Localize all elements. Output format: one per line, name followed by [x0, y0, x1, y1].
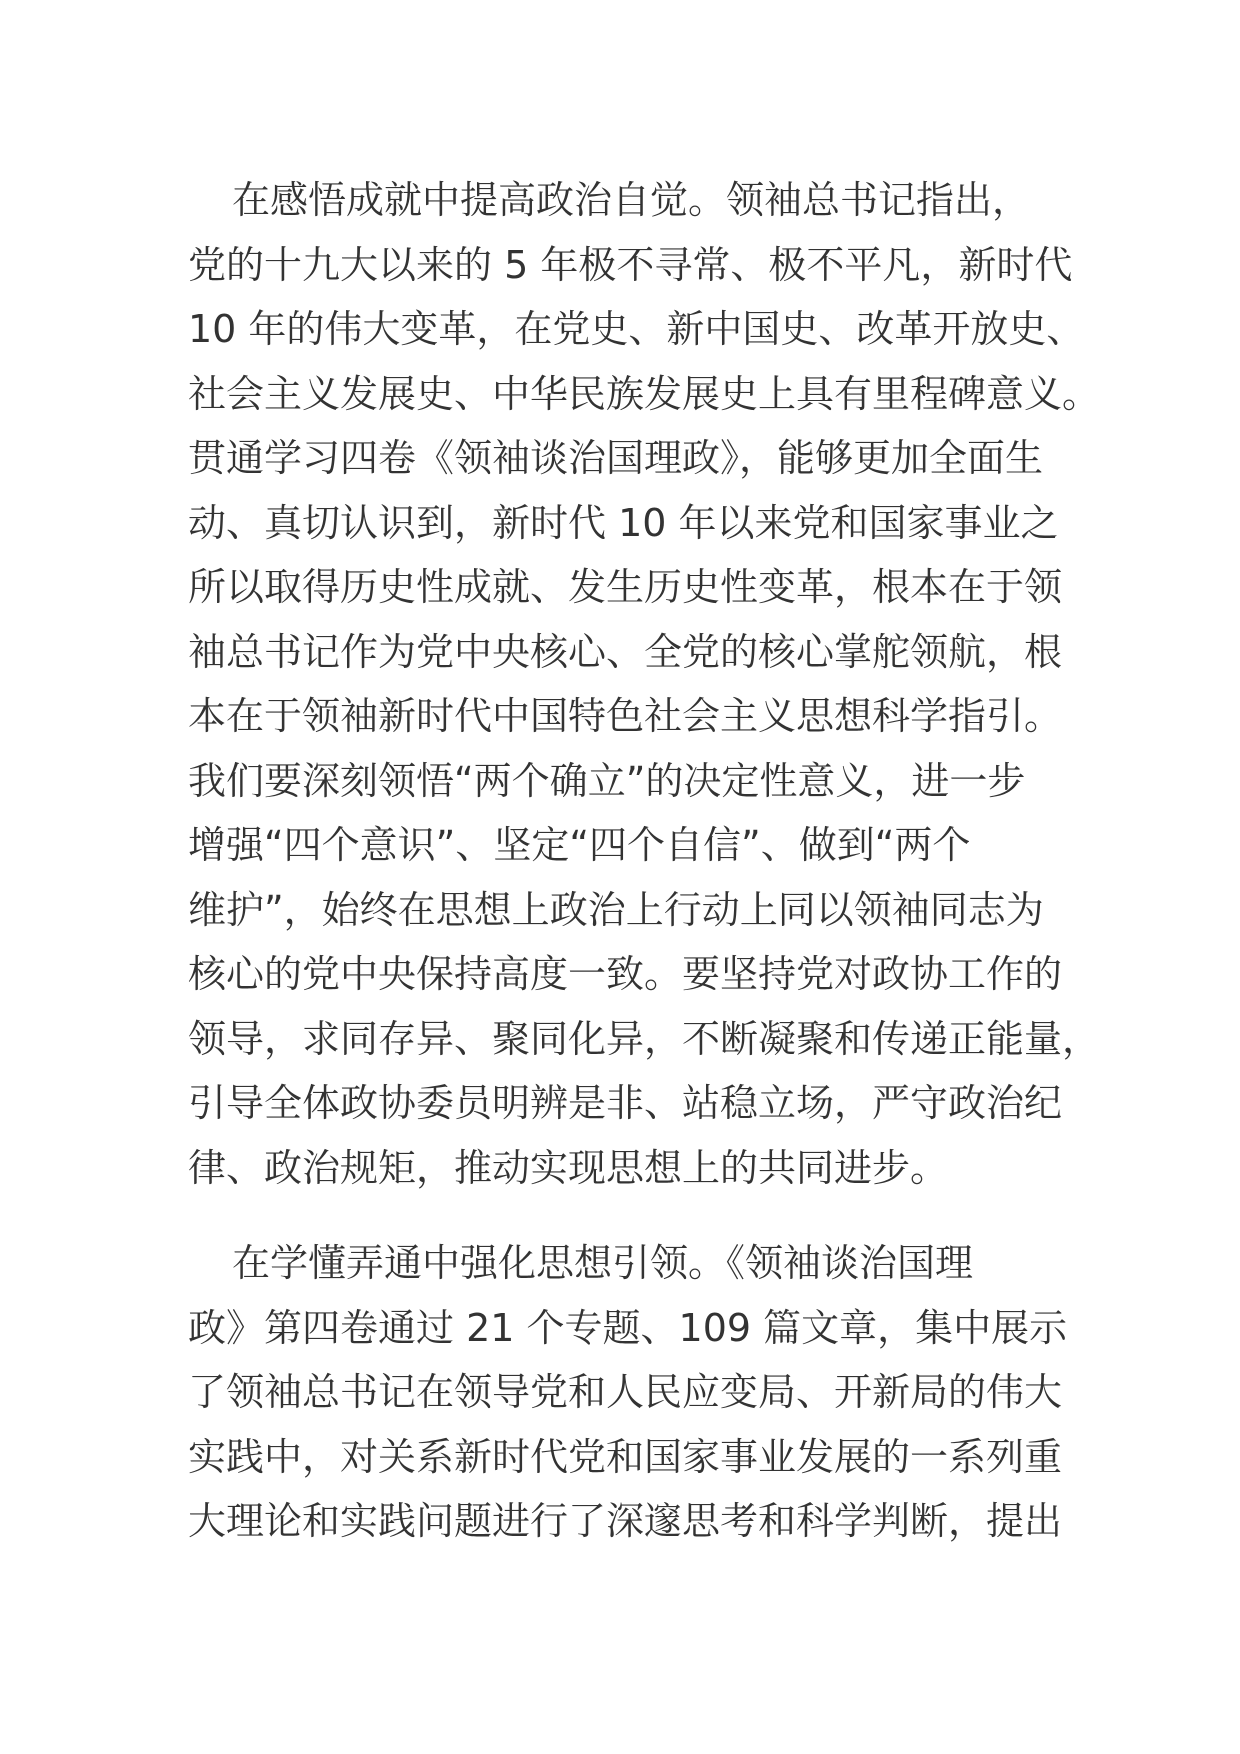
paragraph-line: 袖总书记作为党中央核心、全党的核心掌舵领航，根	[188, 629, 1063, 674]
paragraph-line: 引导全体政协委员明辨是非、站稳立场，严守政治纪	[188, 1081, 1063, 1125]
paragraph-line: 领导，求同存异、聚同化异，不断凝聚和传递正能量，	[188, 1016, 1101, 1061]
paragraph-line: 我们要深刻领悟“两个确立”的决定性意义，进一步	[188, 758, 1026, 803]
paragraph-line: 政》第四卷通过 21 个专题、109 篇文章，集中展示	[188, 1305, 1068, 1350]
paragraph-line: 核心的党中央保持高度一致。要坚持党对政协工作的	[188, 952, 1063, 996]
paragraph-line: 本在于领袖新时代中国特色社会主义思想科学指引。	[188, 694, 1063, 738]
paragraph-line: 10 年的伟大变革，在党史、新中国史、改革开放史、	[188, 307, 1085, 351]
paragraph-line: 动、真切认识到，新时代 10 年以来党和国家事业之	[188, 500, 1059, 545]
document-body	[188, 168, 1101, 1554]
paragraph-line: 了领袖总书记在领导党和人民应变局、开新局的伟大	[188, 1370, 1063, 1414]
paragraph-line: 在学懂弄通中强化思想引领。《领袖谈治国理	[232, 1241, 974, 1285]
paragraph-line: 在感悟成就中提高政治自觉。领袖总书记指出，	[232, 178, 1031, 222]
paragraph-political-awareness	[188, 168, 1101, 1200]
paragraph-line: 实践中，对关系新时代党和国家事业发展的一系列重	[188, 1434, 1063, 1479]
paragraph-line: 大理论和实践问题进行了深邃思考和科学判断，提出	[188, 1499, 1063, 1543]
paragraph-spacer	[188, 1200, 1078, 1231]
paragraph-line: 社会主义发展史、中华民族发展史上具有里程碑意义。	[188, 371, 1101, 416]
paragraph-line: 所以取得历史性成就、发生历史性变革，根本在于领	[188, 565, 1063, 609]
paragraph-line: 党的十九大以来的 5 年极不寻常、极不平凡，新时代	[188, 242, 1073, 287]
paragraph-thought-guidance	[188, 1231, 1078, 1554]
paragraph-line: 贯通学习四卷《领袖谈治国理政》，能够更加全面生	[188, 436, 1044, 480]
paragraph-line: 律、政治规矩，推动实现思想上的共同进步。	[188, 1145, 949, 1190]
paragraph-line: 增强“四个意识”、坚定“四个自信”、做到“两个	[188, 823, 971, 867]
paragraph-line: 维护”，始终在思想上政治上行动上同以领袖同志为	[188, 887, 1044, 932]
